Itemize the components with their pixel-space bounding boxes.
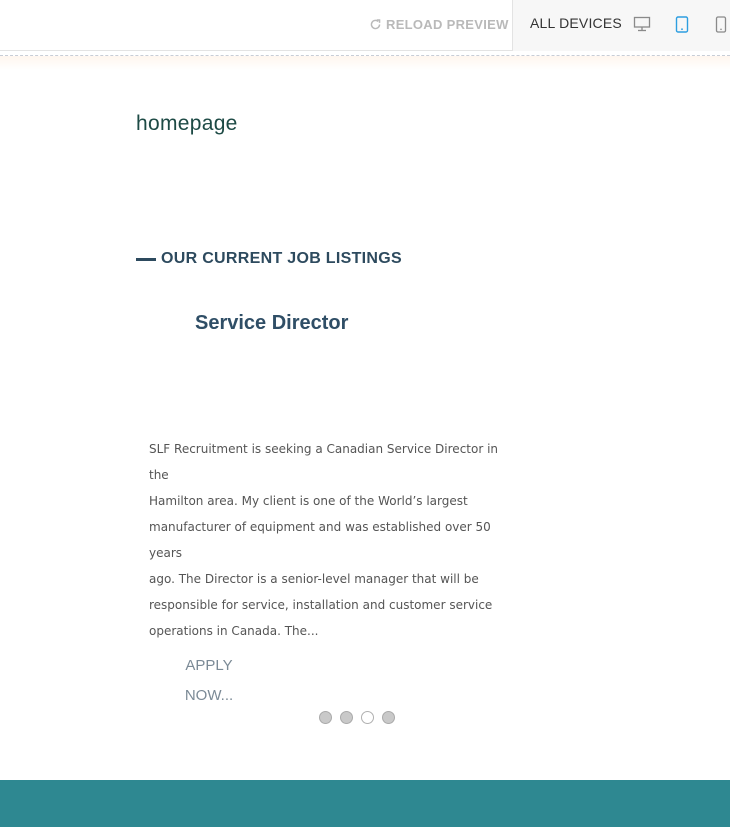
section-heading-text: OUR CURRENT JOB LISTINGS <box>161 250 402 267</box>
tablet-icon[interactable] <box>675 16 689 33</box>
reload-icon <box>369 18 382 31</box>
preview-toolbar <box>0 0 730 51</box>
all-devices-label[interactable]: ALL DEVICES <box>530 15 622 31</box>
device-switcher <box>512 0 730 51</box>
apply-now-line: APPLY <box>185 657 233 674</box>
carousel-dot-3[interactable] <box>361 711 374 724</box>
section-heading <box>136 250 402 268</box>
page-title: homepage <box>136 112 238 135</box>
job-description-line: operations in Canada. The... <box>149 624 319 638</box>
job-description-line: SLF Recruitment is seeking a Canadian Service Director in the <box>149 442 499 482</box>
carousel-dot-1[interactable] <box>319 711 332 724</box>
desktop-icon[interactable] <box>633 16 651 32</box>
job-description <box>149 436 509 644</box>
footer-band <box>0 780 730 827</box>
carousel-dot-4[interactable] <box>382 711 395 724</box>
heading-dash <box>136 258 156 261</box>
job-title[interactable]: Service Director <box>195 312 349 334</box>
reload-preview-button[interactable] <box>369 15 509 33</box>
job-description-line: ago. The Director is a senior-level manager that will be <box>149 572 479 586</box>
apply-now-link[interactable] <box>174 651 244 711</box>
carousel-pagination <box>319 711 395 724</box>
mobile-icon[interactable] <box>715 16 727 33</box>
preview-top-shadow <box>0 56 730 70</box>
job-description-line: manufacturer of equipment and was established over 50 years <box>149 520 491 560</box>
job-description-line: responsible for service, installation and customer service <box>149 598 493 612</box>
apply-now-line: NOW... <box>184 687 234 704</box>
job-description-line: Hamilton area. My client is one of the World’s largest <box>149 494 468 508</box>
reload-preview-label: RELOAD PREVIEW <box>386 16 509 32</box>
carousel-dot-2[interactable] <box>340 711 353 724</box>
